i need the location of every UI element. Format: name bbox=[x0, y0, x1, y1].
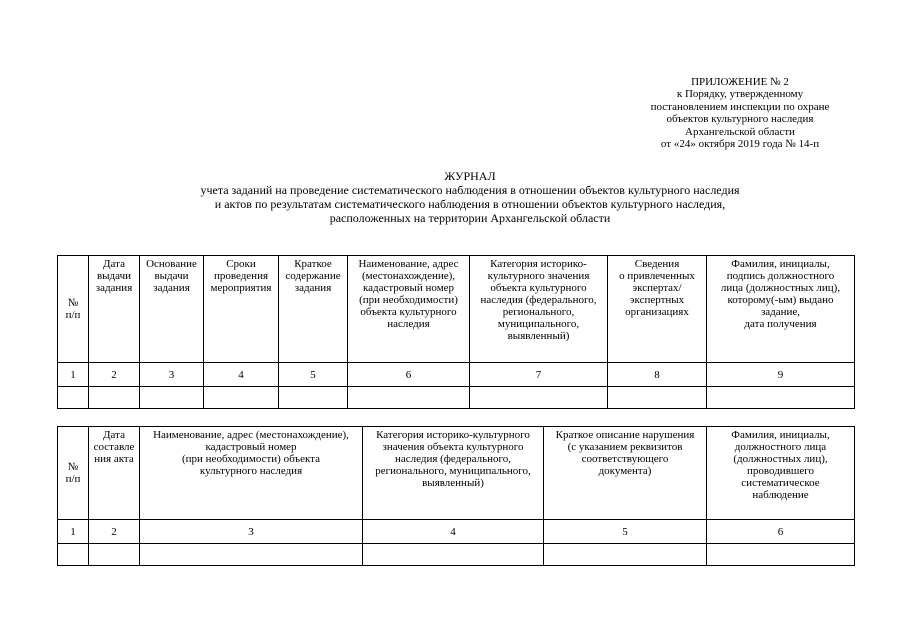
header-row bbox=[58, 256, 855, 363]
acts-journal-table bbox=[57, 426, 855, 566]
column-number: 9 bbox=[707, 363, 855, 387]
empty-cell bbox=[544, 544, 707, 566]
column-number-row bbox=[58, 363, 855, 387]
header-cell-issue-date: Дата выдачи задания bbox=[89, 256, 140, 363]
appendix-line: постановлением инспекции по охране bbox=[650, 100, 830, 113]
appendix-title: ПРИЛОЖЕНИЕ № 2 bbox=[691, 76, 789, 88]
column-number: 7 bbox=[470, 363, 608, 387]
journal-subtitle-line: расположенных на территории Архангельской области bbox=[329, 211, 611, 225]
column-number: 3 bbox=[140, 520, 363, 544]
empty-cell bbox=[89, 544, 140, 566]
column-number: 8 bbox=[608, 363, 707, 387]
column-number: 6 bbox=[348, 363, 470, 387]
header-cell-task-summary: Краткое содержание задания bbox=[279, 256, 348, 363]
journal-subtitle-line: учета заданий на проведение систематического наблюдения в отношении объектов культурного наследия bbox=[200, 183, 740, 197]
empty-cell bbox=[140, 387, 204, 409]
empty-data-row bbox=[58, 387, 855, 409]
column-number: 4 bbox=[363, 520, 544, 544]
empty-cell bbox=[707, 544, 855, 566]
empty-cell bbox=[89, 387, 140, 409]
header-cell-experts: Сведения о привлеченных экспертах/ экспертных организациях bbox=[608, 256, 707, 363]
header-cell-violation: Краткое описание нарушения (с указанием реквизитов соответствующего документа) bbox=[544, 427, 707, 520]
appendix-line: к Порядку, утвержденному bbox=[676, 88, 804, 101]
empty-cell bbox=[58, 387, 89, 409]
empty-cell bbox=[140, 544, 363, 566]
journal-heading: ЖУРНАЛ bbox=[444, 169, 496, 183]
column-number: 2 bbox=[89, 363, 140, 387]
journal-title-block bbox=[40, 169, 900, 225]
empty-cell bbox=[58, 544, 89, 566]
header-cell-category: Категория историко-культурного значения объекта культурного наследия (федерального, регионального, муниципального, выявленный) bbox=[363, 427, 544, 520]
journal-subtitle-line: и актов по результатам систематического наблюдения в отношении объектов культурного наследия, bbox=[214, 197, 726, 211]
header-cell-category: Категория историко- культурного значения объекта культурного наследия (федерального, регионального, муниципального, выявленный) bbox=[470, 256, 608, 363]
header-cell-issue-basis: Основание выдачи задания bbox=[140, 256, 204, 363]
column-number-row bbox=[58, 520, 855, 544]
header-cell-official: Фамилия, инициалы, подпись должностного лица (должностных лиц), которому(-ым) выдано задание, дата получения bbox=[707, 256, 855, 363]
appendix-line: объектов культурного наследия bbox=[666, 113, 814, 126]
empty-cell bbox=[707, 387, 855, 409]
header-row bbox=[58, 427, 855, 520]
column-number: 2 bbox=[89, 520, 140, 544]
header-cell-number: № п/п bbox=[58, 427, 89, 520]
empty-data-row bbox=[58, 544, 855, 566]
empty-cell bbox=[279, 387, 348, 409]
header-cell-act-date: Дата составле ния акта bbox=[89, 427, 140, 520]
appendix-line: Архангельской области bbox=[685, 125, 795, 138]
header-cell-object-name: Наименование, адрес (местонахождение), кадастровый номер (при необходимости) объекта культурного наследия bbox=[140, 427, 363, 520]
appendix-date-line: от «24» октября 2019 года № 14-п bbox=[660, 138, 820, 151]
header-cell-object-name: Наименование, адрес (местонахождение), кадастровый номер (при необходимости) объекта культурного наследия bbox=[348, 256, 470, 363]
header-cell-event-dates: Сроки проведения мероприятия bbox=[204, 256, 279, 363]
empty-cell bbox=[204, 387, 279, 409]
empty-cell bbox=[470, 387, 608, 409]
column-number: 1 bbox=[58, 520, 89, 544]
empty-cell bbox=[348, 387, 470, 409]
column-number: 6 bbox=[707, 520, 855, 544]
column-number: 3 bbox=[140, 363, 204, 387]
column-number: 5 bbox=[544, 520, 707, 544]
appendix-block bbox=[600, 76, 880, 150]
header-cell-official: Фамилия, инициалы, должностного лица (должностных лиц), проводившего систематическое наблюдение bbox=[707, 427, 855, 520]
empty-cell bbox=[363, 544, 544, 566]
header-cell-number: № п/п bbox=[58, 256, 89, 363]
empty-cell bbox=[608, 387, 707, 409]
column-number: 1 bbox=[58, 363, 89, 387]
tasks-journal-table bbox=[57, 255, 855, 409]
column-number: 4 bbox=[204, 363, 279, 387]
column-number: 5 bbox=[279, 363, 348, 387]
